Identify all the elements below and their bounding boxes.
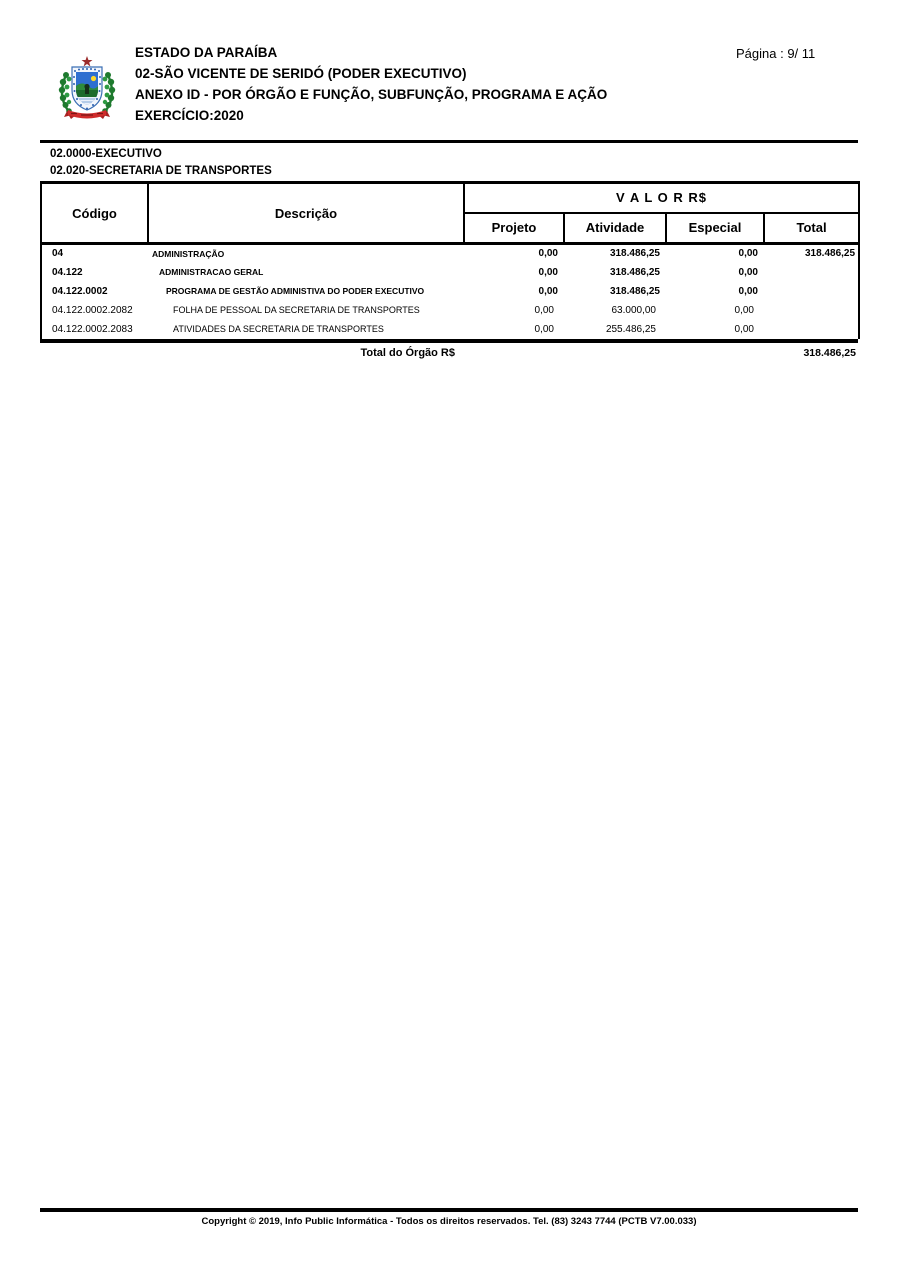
row-code: 04.122 [41,263,148,282]
row-especial: 0,00 [734,323,754,335]
row-code: 04.122.0002.2083 [41,320,148,339]
budget-table-wrap [40,181,858,362]
col-header-projeto: Projeto [464,213,564,244]
footer-rule [40,1208,858,1212]
copyright-text: Copyright © 2019, Info Public Informática - Todos os direitos reservados. Tel. (83) 3243 7744 (PCTB V7.00.033) [201,1216,697,1227]
row-total [764,263,859,282]
row-projeto: 0,00 [538,248,558,260]
row-desc: ADMINISTRAÇÃO [152,248,225,259]
table-body [41,244,859,339]
budget-table [40,181,860,339]
row-total [764,320,859,339]
table-row [41,244,859,263]
row-especial: 0,00 [738,285,758,297]
table-row [41,320,859,339]
col-header-descricao: Descrição [148,183,464,244]
total-separator-rule [40,339,858,343]
row-code: 04.122.0002 [41,282,148,301]
table-row [41,263,859,282]
row-especial: 0,00 [738,248,758,260]
org-unit-block [40,140,858,180]
page-number: Página : 9/ 11 [736,46,816,61]
report-title: ANEXO ID - POR ÓRGÃO E FUNÇÃO, SUBFUNÇÃO, PROGRAMA E AÇÃO [135,87,608,102]
row-projeto: 0,00 [534,304,554,316]
org-secretaria-line: 02.020-SECRETARIA DE TRANSPORTES [50,165,272,177]
orgao-total-value: 318.486,25 [803,346,856,359]
col-header-atividade: Atividade [564,213,666,244]
entity-name: 02-SÃO VICENTE DE SERIDÓ (PODER EXECUTIVO) [135,66,467,81]
state-name: ESTADO DA PARAÍBA [135,45,278,60]
row-projeto: 0,00 [538,285,558,297]
row-desc: FOLHA DE PESSOAL DA SECRETARIA DE TRANSPORTES [173,305,420,315]
row-especial: 0,00 [738,266,758,278]
row-desc: ADMINISTRACAO GERAL [159,267,264,277]
row-atividade: 318.486,25 [609,285,660,297]
table-row [41,301,859,320]
row-desc: ATIVIDADES DA SECRETARIA DE TRANSPORTES [173,324,384,334]
row-code: 04.122.0002.2082 [41,301,148,320]
coat-of-arms-svg [55,55,119,123]
row-total [764,301,859,320]
row-atividade: 63.000,00 [611,304,656,316]
row-projeto: 0,00 [538,266,558,278]
col-header-codigo: Código [41,183,148,244]
table-row [41,282,859,301]
row-projeto: 0,00 [534,323,554,335]
row-atividade: 318.486,25 [609,266,660,278]
orgao-total-row [40,344,858,362]
row-atividade: 318.486,25 [609,248,660,260]
org-power-line: 02.0000-EXECUTIVO [50,148,162,160]
orgao-total-label: Total do Órgão R$ [360,346,455,359]
letterhead [135,42,607,126]
paraiba-coat-of-arms-icon [55,55,119,123]
row-desc: PROGRAMA DE GESTÃO ADMINISTIVA DO PODER EXECUTIVO [166,286,425,296]
col-header-especial: Especial [666,213,764,244]
row-code: 04 [41,244,148,263]
row-especial: 0,00 [734,304,754,316]
page-footer [40,1208,858,1227]
row-total [764,282,859,301]
col-header-total: Total [764,213,859,244]
exercise-year: EXERCÍCIO:2020 [135,108,244,123]
col-group-valor: V A L O R R$ [464,183,859,213]
row-atividade: 255.486,25 [605,323,656,335]
row-total: 318.486,25 [764,244,859,263]
